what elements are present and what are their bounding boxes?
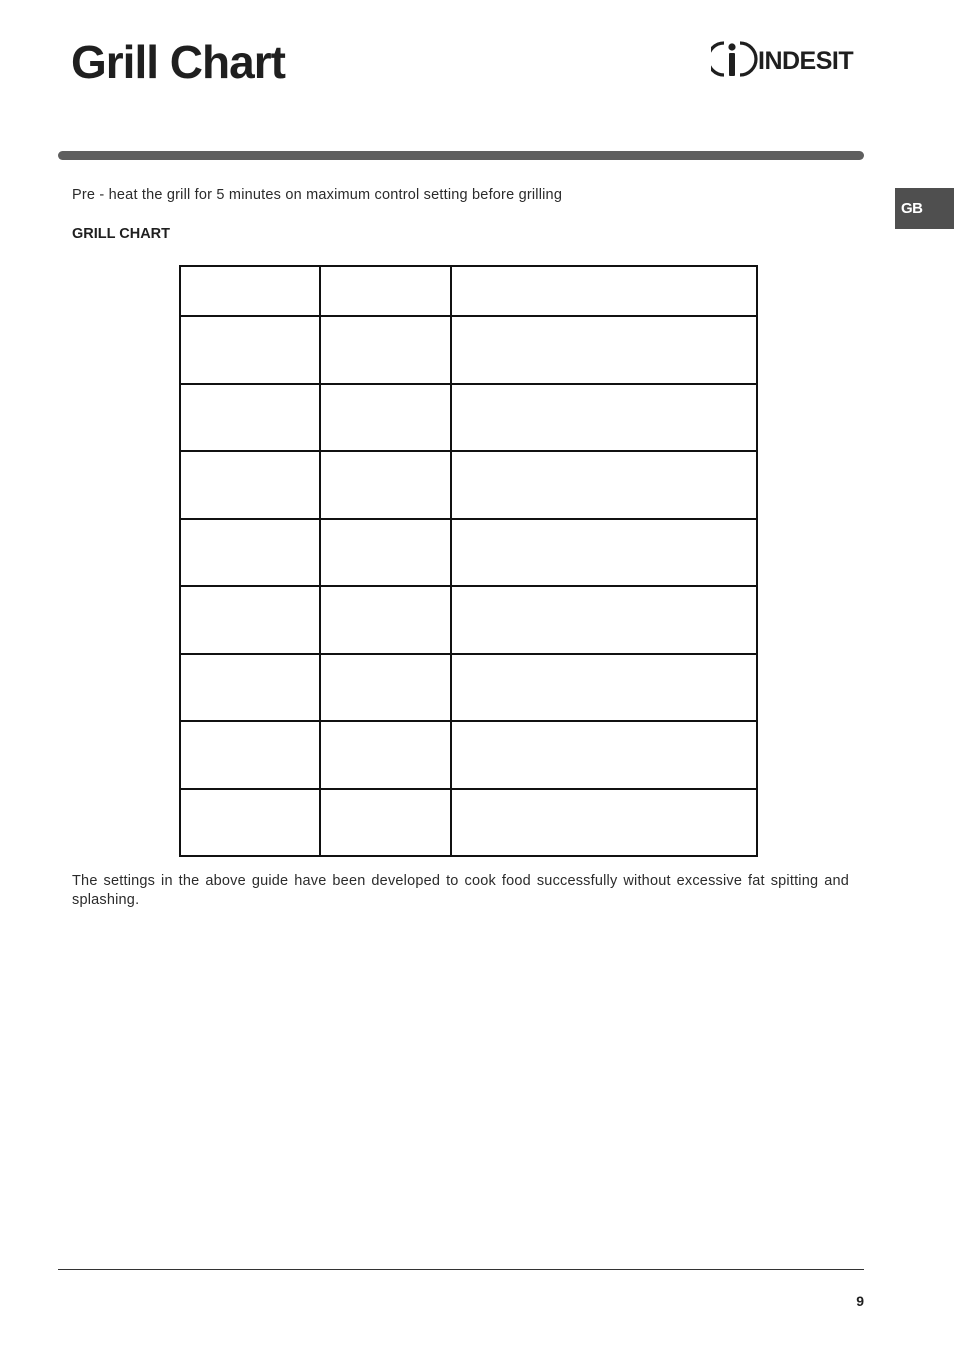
table-row — [180, 586, 757, 654]
table-row — [180, 451, 757, 519]
table-row — [180, 519, 757, 587]
footer-note-paragraph: The settings in the above guide have been developed to cook food successfully without excessive fat spitting and splashing. — [72, 873, 849, 908]
table-cell — [451, 451, 757, 519]
table-row — [180, 316, 757, 384]
table-cell — [180, 519, 320, 587]
table-cell — [180, 316, 320, 384]
table-cell — [451, 384, 757, 452]
header-divider-bar — [58, 151, 864, 160]
table-row — [180, 654, 757, 722]
table-row — [180, 384, 757, 452]
table-cell — [180, 789, 320, 857]
table-cell — [320, 789, 451, 857]
section-heading: GRILL CHART — [72, 226, 171, 242]
table-cell — [320, 451, 451, 519]
table-header-cell — [180, 266, 320, 316]
table-cell — [320, 384, 451, 452]
table-cell — [180, 451, 320, 519]
table-cell — [451, 586, 757, 654]
table-cell — [180, 721, 320, 789]
table-cell — [320, 654, 451, 722]
table-cell — [320, 316, 451, 384]
table-cell — [180, 384, 320, 452]
page-number: 9 — [856, 1293, 864, 1309]
table-cell — [451, 721, 757, 789]
intro-paragraph: Pre - heat the grill for 5 minutes on maximum control setting before grilling — [72, 187, 563, 203]
table-cell — [320, 519, 451, 587]
table-header-row — [180, 266, 757, 316]
footer-divider-line — [58, 1269, 864, 1270]
table-header-cell — [320, 266, 451, 316]
language-tab: GB — [895, 188, 954, 229]
table-cell — [451, 654, 757, 722]
table-cell — [320, 586, 451, 654]
table-row — [180, 721, 757, 789]
table-cell — [180, 654, 320, 722]
table-cell — [320, 721, 451, 789]
table-row — [180, 789, 757, 857]
grill-chart-table — [179, 265, 758, 857]
table-cell — [451, 789, 757, 857]
table-cell — [451, 316, 757, 384]
indesit-logo-mark-icon — [711, 37, 864, 81]
page-title: Grill Chart — [71, 36, 285, 88]
table-cell — [180, 586, 320, 654]
table-header-cell — [451, 266, 757, 316]
indesit-logo — [711, 37, 864, 81]
table-cell — [451, 519, 757, 587]
brand-name: INDESIT — [758, 47, 854, 75]
